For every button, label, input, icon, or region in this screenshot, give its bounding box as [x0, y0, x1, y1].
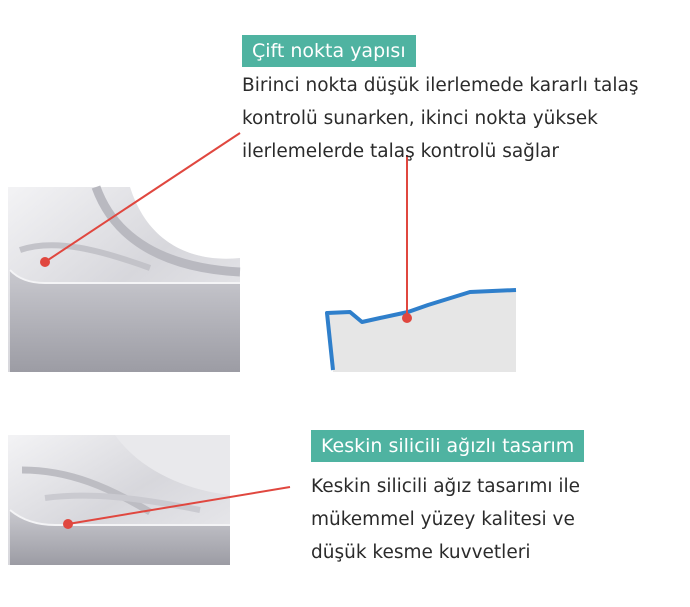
description-line: mükemmel yüzey kalitesi ve: [311, 509, 575, 530]
insert-image-top: [8, 187, 240, 372]
description-line: ilerlemelerde talaş kontrolü sağlar: [242, 141, 560, 162]
double-point-title: Çift nokta yapısı: [242, 35, 416, 67]
leader-dot-profile: [402, 313, 412, 323]
description-line: düşük kesme kuvvetleri: [311, 542, 531, 563]
leader-dot-top-insert: [40, 257, 50, 267]
double-point-description: [242, 69, 639, 168]
sharp-wiper-title: Keskin silicili ağızlı tasarım: [311, 430, 584, 462]
description-line: Birinci nokta düşük ilerlemede kararlı talaş: [242, 75, 639, 96]
sharp-wiper-description: [311, 470, 580, 569]
insert-image-bottom: [8, 435, 230, 565]
description-line: kontrolü sunarken, ikinci nokta yüksek: [242, 108, 598, 129]
leader-dot-bottom-insert: [63, 519, 73, 529]
description-line: Keskin silicili ağız tasarımı ile: [311, 476, 581, 497]
cross-section-profile: [327, 290, 516, 372]
